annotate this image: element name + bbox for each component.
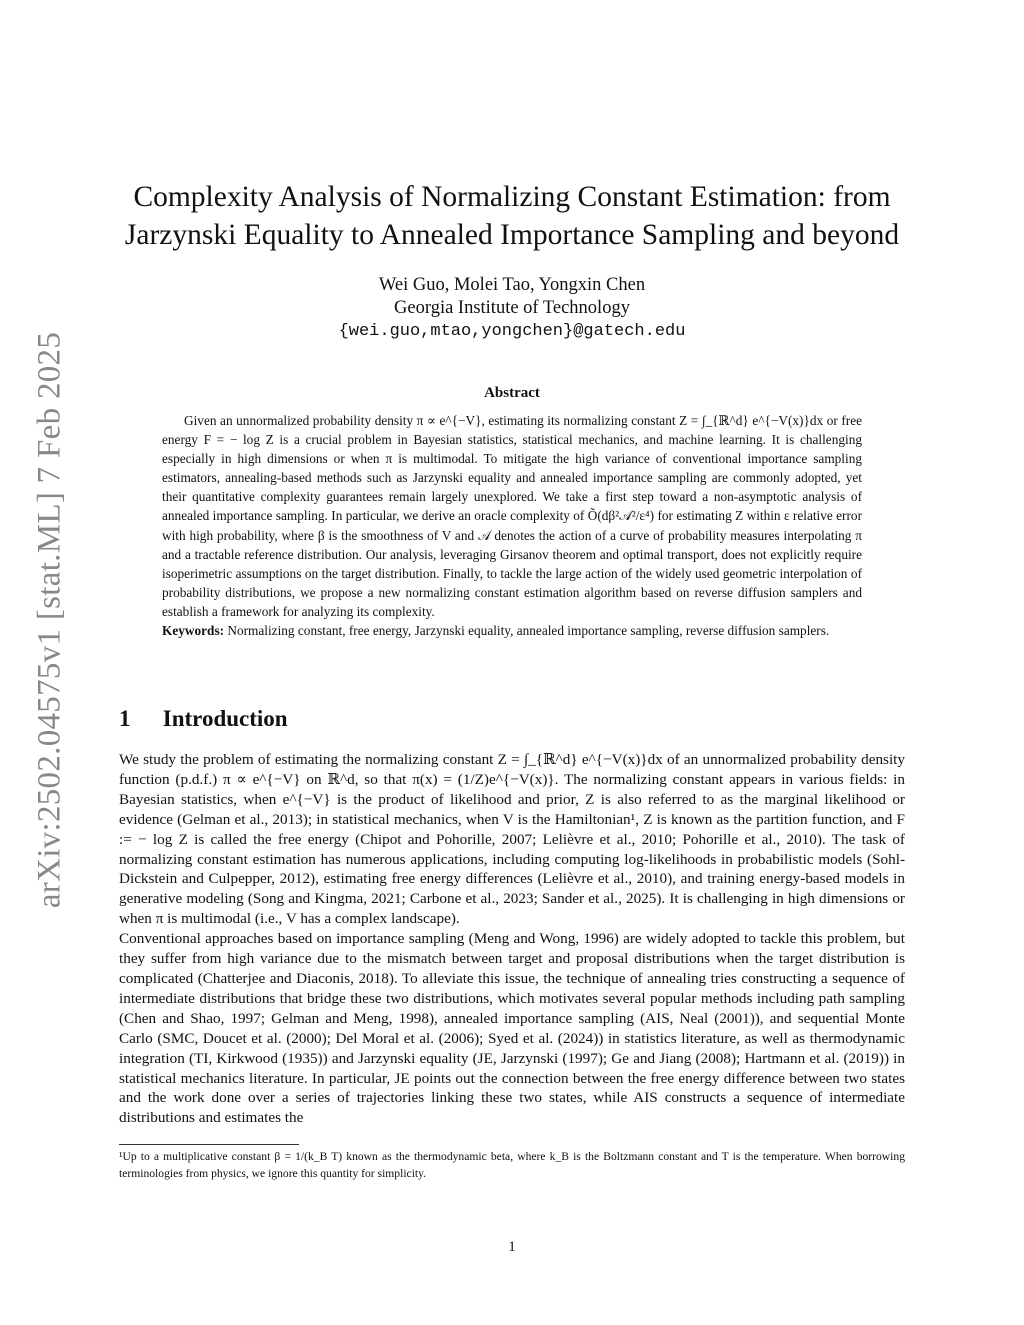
page-number: 1 (508, 1239, 516, 1255)
section-number: 1 (119, 706, 131, 731)
section-heading (119, 706, 288, 732)
keywords (162, 621, 862, 640)
author-names: Wei Guo, Molei Tao, Yongxin Chen (378, 275, 646, 295)
title-line-2: Jarzynski Equality to Annealed Importance Sampling and beyond (124, 219, 900, 251)
title-line-1: Complexity Analysis of Normalizing Constant Estimation: from (133, 181, 891, 213)
author-email[interactable]: {wei.guo,mtao,yongchen}@gatech.edu (338, 322, 686, 341)
author-block (100, 274, 924, 343)
intro-body (119, 750, 905, 1128)
arxiv-identifier: arXiv:2502.04575v1 [stat.ML] 7 Feb 2025 (31, 331, 68, 909)
abstract-heading: Abstract (484, 385, 540, 401)
paper-title (100, 178, 924, 254)
footnote-rule (119, 1144, 299, 1145)
keywords-label: Keywords: (162, 623, 225, 639)
section-title: Introduction (162, 706, 288, 731)
affiliation: Georgia Institute of Technology (394, 298, 630, 318)
abstract (162, 411, 862, 640)
keywords-text: Normalizing constant, free energy, Jarzynski equality, annealed importance sampling, reverse diffusion samplers. (227, 623, 830, 639)
intro-paragraph-1: We study the problem of estimating the normalizing constant Z = ∫_{ℝ^d} e^{−V(x)}dx of an unnormalized probability density function (p.d.f.) π ∝ e^{−V} on ℝ^d, so that π(x) = (1/Z)e^{−V(x)}. The normalizing constant appears in various fields: in Bayesian statistics, when e^{−V} is the product of likelihood and prior, Z is also referred to as the marginal likelihood or evidence (Gelman et al., 2013); in statistical mechanics, when V is the Hamiltonian¹, Z is known as the partition function, and F := − log Z is called the free energy (Chipot and Pohorille, 2007; Lelièvre et al., 2010; Pohorille et al., 2010). The task of normalizing constant estimation has numerous applications, including computing log-likelihoods in probabilistic models (Sohl-Dickstein and Culpepper, 2012), estimating free energy differences (Lelièvre et al., 2010), and training energy-based models in generative modeling (Song and Kingma, 2021; Carbone et al., 2023; Sander et al., 2025). It is challenging in high dimensions or when π is multimodal (i.e., V has a complex landscape). (119, 751, 905, 928)
abstract-text: Given an unnormalized probability density π ∝ e^{−V}, estimating its normalizing constant Z = ∫_{ℝ^d} e^{−V(x)}dx or free energy F = − log Z is a crucial problem in Bayesian statistics, statistical mechanics, and machine learning. It is challenging especially in high dimensions or when π is multimodal. To mitigate the high variance of conventional importance sampling estimators, annealing-based methods such as Jarzynski equality and annealed importance sampling are commonly adopted, yet their quantitative complexity guarantees remain largely unexplored. We take a first step toward a non-asymptotic analysis of annealed importance sampling. In particular, we derive an oracle complexity of Õ(dβ²𝒜²/ε⁴) for estimating Z within ε relative error with high probability, where β is the smoothness of V and 𝒜 denotes the action of a curve of probability measures interpolating π and a tractable reference distribution. Our analysis, leveraging Girsanov theorem and optimal transport, does not explicitly require isoperimetric assumptions on the target distribution. Finally, to tackle the large action of the widely used geometric interpolation of probability distributions, we propose a new normalizing constant estimation algorithm based on reverse diffusion samplers and establish a framework for analyzing its complexity. (162, 413, 862, 619)
intro-paragraph-2: Conventional approaches based on importance sampling (Meng and Wong, 1996) are widely adopted to tackle this problem, but they suffer from high variance due to the mismatch between target and proposal distributions when the target distribution is complicated (Chatterjee and Diaconis, 2018). To alleviate this issue, the technique of annealing tries constructing a sequence of intermediate distributions that bridge these two distributions, which motivates several popular methods including path sampling (Chen and Shao, 1997; Gelman and Meng, 1998), annealed importance sampling (AIS, Neal (2001)), and sequential Monte Carlo (SMC, Doucet et al. (2000); Del Moral et al. (2006); Syed et al. (2024)) in statistics literature, as well as thermodynamic integration (TI, Kirkwood (1935)) and Jarzynski equality (JE, Jarzynski (1997); Ge and Jiang (2008); Hartmann et al. (2019)) in statistical mechanics literature. In particular, JE points out the connection between the free energy difference between two states and the work done over a series of trajectories linking these two states, while AIS constructs a sequence of intermediate distributions and estimates the (119, 930, 905, 1127)
footnote: ¹Up to a multiplicative constant β = 1/(k_B T) known as the thermodynamic beta, where k_B is the Boltzmann constant and T is the temperature. When borrowing terminologies from physics, we ignore this quantity for simplicity. (119, 1150, 905, 1180)
